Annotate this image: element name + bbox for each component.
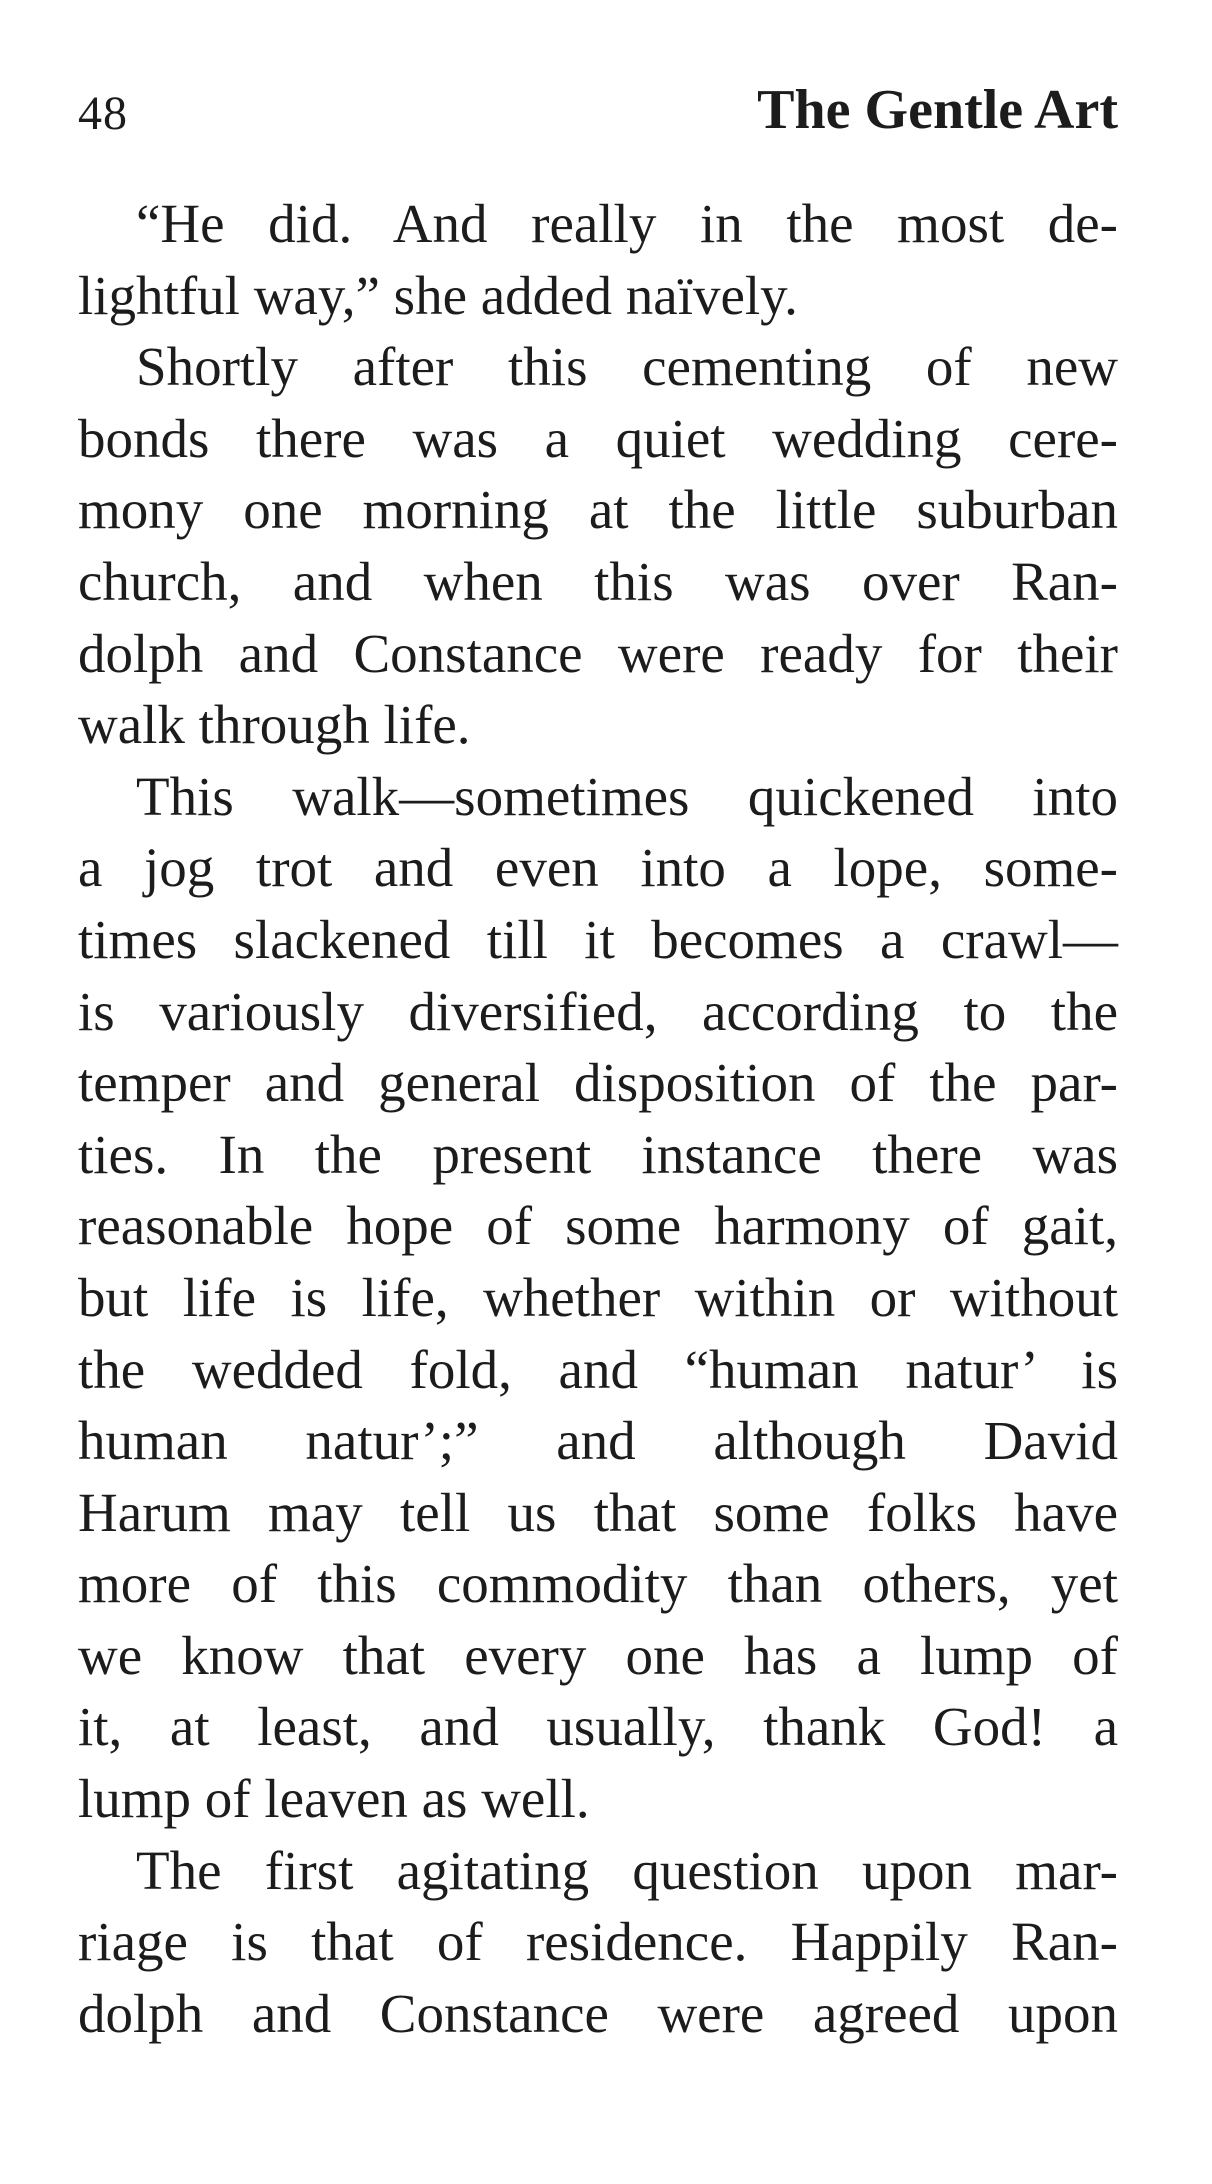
page-header bbox=[78, 78, 1118, 148]
text-line: human natur’;” and although David bbox=[78, 1410, 1118, 1472]
text-line: times slackened till it becomes a crawl— bbox=[78, 908, 1118, 970]
text-line: the wedded fold, and “human natur’ is bbox=[78, 1338, 1118, 1400]
text-line: The first agitating question upon mar- bbox=[136, 1839, 1118, 1901]
text-line: riage is that of residence. Happily Ran- bbox=[78, 1911, 1118, 1973]
text-line: reasonable hope of some harmony of gait, bbox=[78, 1195, 1118, 1257]
text-line: temper and general disposition of the par- bbox=[78, 1052, 1118, 1114]
text-line: Shortly after this cementing of new bbox=[136, 336, 1118, 398]
text-line: ties. In the present instance there was bbox=[78, 1123, 1118, 1185]
running-head: The Gentle Art bbox=[757, 79, 1118, 141]
text-line: walk through life. bbox=[78, 694, 471, 756]
text-line: it, at least, and usually, thank God! a bbox=[78, 1696, 1118, 1758]
text-line: bonds there was a quiet wedding cere- bbox=[78, 407, 1118, 469]
text-line: lightful way,” she added naïvely. bbox=[78, 264, 798, 326]
text-line: dolph and Constance were agreed upon bbox=[78, 1982, 1118, 2044]
page-number: 48 bbox=[78, 87, 128, 140]
text-line: lump of leaven as well. bbox=[78, 1768, 590, 1830]
text-line: “He did. And really in the most de- bbox=[136, 193, 1118, 254]
text-line: we know that every one has a lump of bbox=[78, 1624, 1118, 1686]
text-line: but life is life, whether within or without bbox=[78, 1266, 1118, 1328]
body-text bbox=[78, 188, 1118, 2049]
text-line: Harum may tell us that some folks have bbox=[78, 1481, 1118, 1543]
text-line: is variously diversified, according to the bbox=[78, 980, 1118, 1042]
text-line: mony one morning at the little suburban bbox=[78, 479, 1118, 541]
text-line: church, and when this was over Ran- bbox=[78, 550, 1118, 612]
text-line: This walk—sometimes quickened into bbox=[136, 765, 1118, 827]
text-line: dolph and Constance were ready for their bbox=[78, 622, 1118, 684]
text-line: a jog trot and even into a lope, some- bbox=[78, 837, 1118, 899]
text-line: more of this commodity than others, yet bbox=[78, 1553, 1118, 1615]
